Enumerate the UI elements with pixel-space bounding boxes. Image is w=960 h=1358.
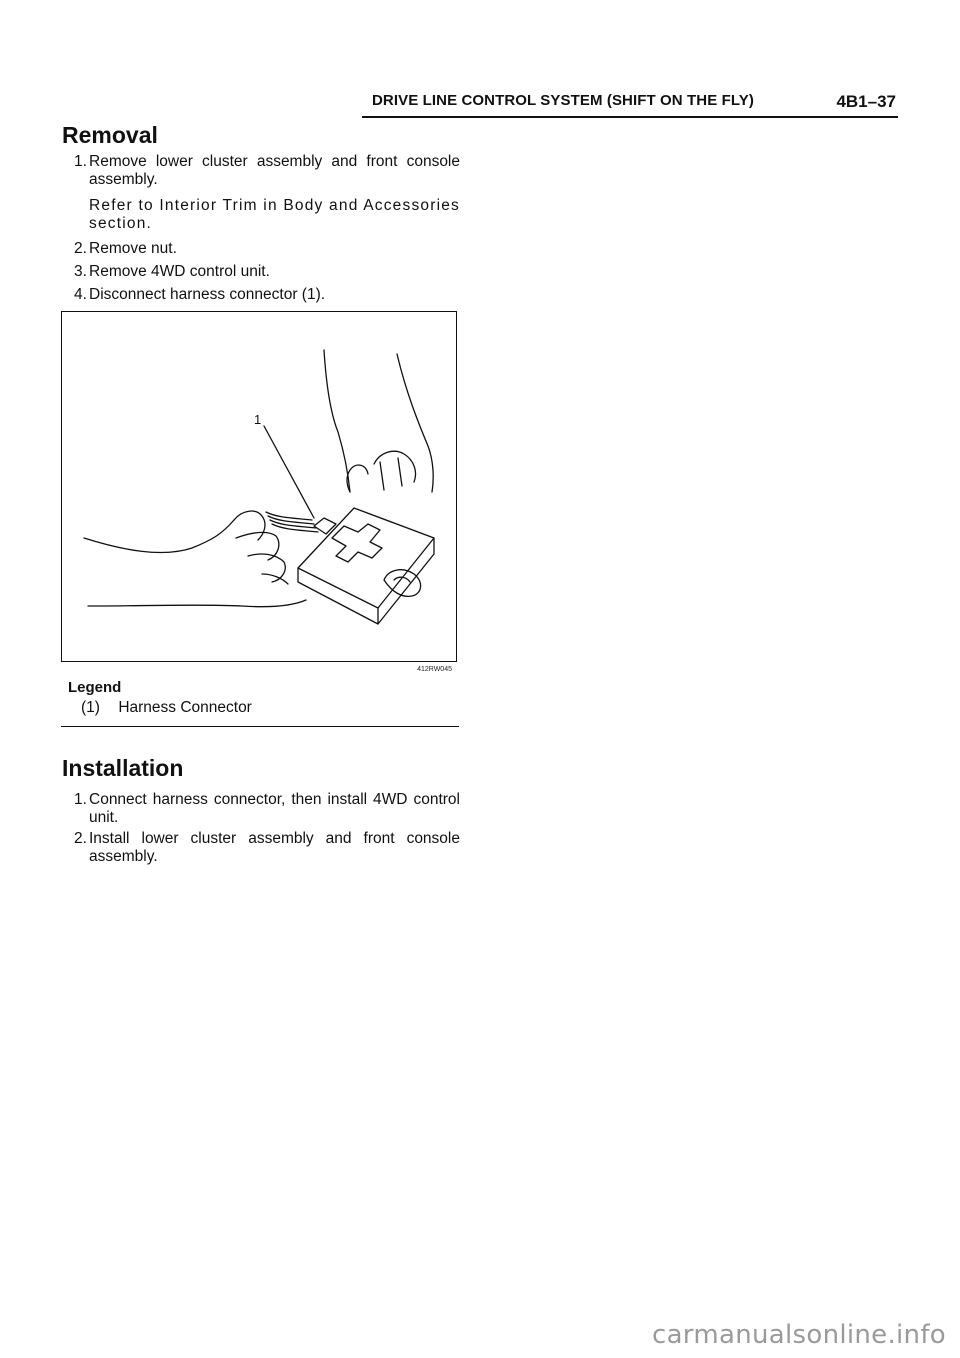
callout-number: 1 — [254, 412, 262, 427]
step-text: Disconnect harness connector (1). — [89, 286, 326, 303]
removal-step-2 — [74, 240, 460, 258]
step-number: 4. — [74, 286, 87, 303]
step-number: 3. — [74, 263, 87, 280]
illustration-figure — [61, 311, 457, 673]
step-text: Connect harness connector, then install 4WD control unit. — [89, 791, 460, 826]
step-number: 2. — [74, 830, 87, 847]
removal-heading: Removal — [62, 122, 158, 148]
step-text: Install lower cluster assembly and front console assembly. — [89, 830, 460, 865]
step-text: Remove nut. — [89, 240, 177, 257]
step-number: 2. — [74, 240, 87, 257]
removal-step-note — [74, 197, 460, 233]
legend-item-number: (1) — [81, 699, 100, 716]
removal-step-3 — [74, 263, 460, 281]
legend-title: Legend — [68, 679, 122, 696]
removal-step-4 — [74, 286, 460, 304]
step-text: Remove 4WD control unit. — [89, 263, 270, 280]
page-number: 4B1–37 — [836, 92, 896, 111]
step-text: Remove lower cluster assembly and front console assembly. — [89, 153, 460, 188]
figure-code: 412RW045 — [417, 666, 452, 673]
section-title: DRIVE LINE CONTROL SYSTEM (SHIFT ON THE FLY) — [372, 92, 754, 109]
hand-holding-control-unit-illustration — [62, 312, 456, 661]
step-text: Refer to Interior Trim in Body and Accessories section. — [89, 197, 460, 232]
installation-step-1 — [74, 791, 460, 827]
installation-step-2 — [74, 830, 460, 866]
legend-item — [81, 699, 252, 717]
legend-item-label: Harness Connector — [118, 699, 252, 716]
installation-heading: Installation — [62, 755, 184, 781]
removal-step-1 — [74, 153, 460, 189]
step-number: 1. — [74, 791, 87, 808]
watermark: carmanualsonline.info — [651, 1320, 946, 1350]
legend-divider — [61, 726, 459, 727]
step-number: 1. — [74, 153, 87, 170]
page-header — [362, 92, 898, 118]
